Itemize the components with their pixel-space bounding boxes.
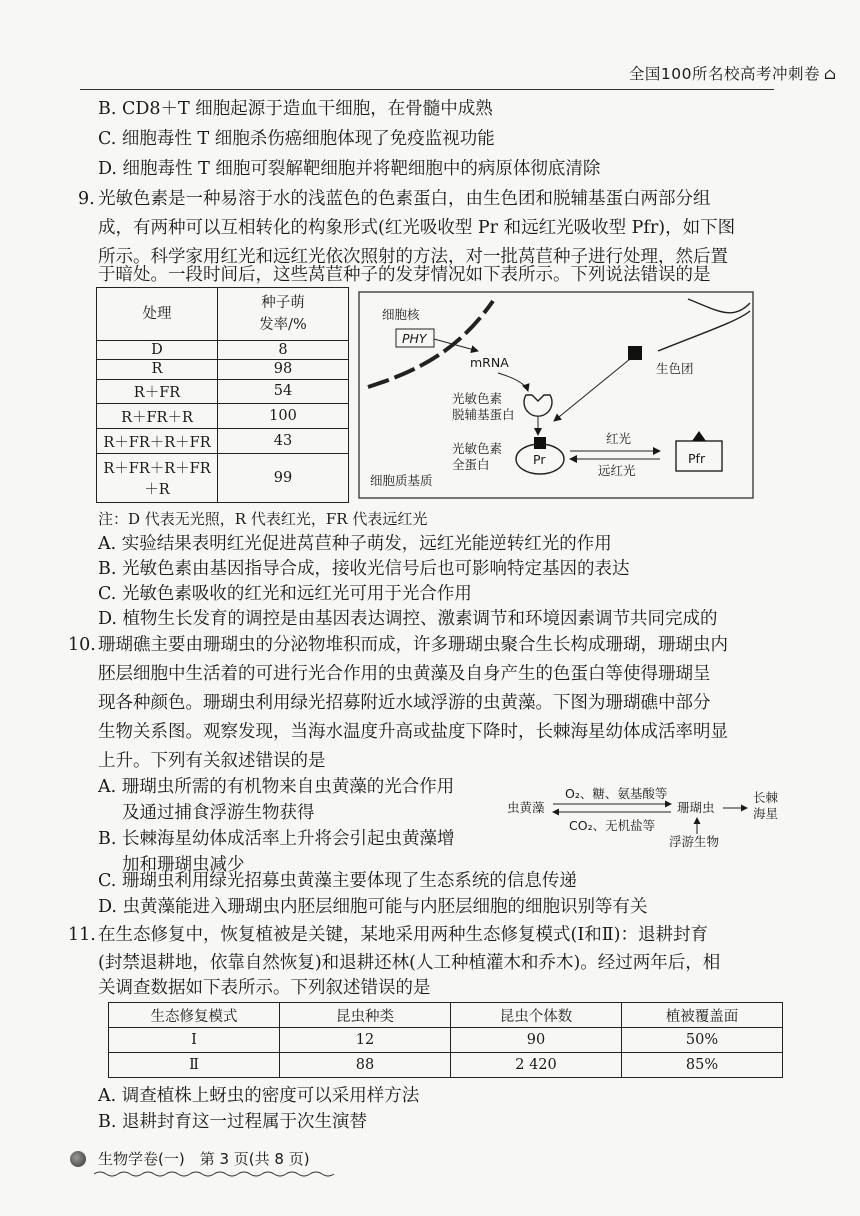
table-header-rate-line-2: 发率/%: [259, 317, 307, 333]
q9-option-d: D. 植物生长发育的调控是由基因表达调控、激素调节和环境因素调节共同完成的: [98, 609, 718, 629]
table-header: 昆虫个体数: [451, 1003, 622, 1028]
header-rule: [80, 89, 774, 90]
apoprotein-shape: [524, 395, 552, 416]
pfr-label: Pfr: [688, 451, 706, 466]
q11-stem-line-2: (封禁退耕地，依靠自然恢复)和退耕还林(人工种植灌木和乔木)。经过两年后，相: [98, 953, 721, 973]
red-light-label: 红光: [606, 431, 632, 446]
cytoplasm-label: 细胞质基质: [370, 473, 433, 488]
table-cell: 88: [280, 1053, 451, 1078]
q8-option-b: B. CD8＋T 细胞起源于造血干细胞，在骨髓中成熟: [98, 99, 493, 119]
starfish-label-2: 海星: [753, 806, 779, 821]
table-row: [97, 429, 349, 454]
translation-arrow: [498, 373, 528, 391]
q11-option-b: B. 退耕封育这一过程属于次生演替: [98, 1112, 367, 1132]
table-row: [97, 379, 349, 404]
q10-option-a-line-2: 及通过捕食浮游生物获得: [122, 803, 315, 823]
table-cell: 8: [218, 341, 349, 360]
table-cell: 54: [218, 379, 349, 404]
table-row: [109, 1053, 783, 1078]
diagram-border: [359, 292, 753, 498]
table-row: [97, 341, 349, 360]
table-cell: 99: [218, 454, 349, 503]
table-cell: R＋FR＋R＋FR＋R: [97, 454, 218, 503]
zoox-label: 虫黄藻: [507, 800, 545, 815]
q10-stem-line-3: 现各种颜色。珊瑚虫利用绿光招募附近水域浮游的虫黄藻。下图为珊瑚礁中部分: [98, 693, 711, 713]
table-cell: Ⅱ: [109, 1053, 280, 1078]
table-cell: R: [97, 360, 218, 379]
table-row: [97, 454, 349, 503]
membrane-curve: [688, 299, 750, 313]
q10-stem-line-5: 上升。下列有关叙述错误的是: [98, 751, 326, 771]
q9-stem-line-1: 光敏色素是一种易溶于水的浅蓝色的色素蛋白，由生色团和脱辅基蛋白两部分组: [98, 189, 711, 209]
table-cell: 85%: [622, 1053, 783, 1078]
table-row: [109, 1028, 783, 1053]
q10-option-a-line-1: A. 珊瑚虫所需的有机物来自虫黄藻的光合作用: [98, 777, 455, 797]
q9-option-b: B. 光敏色素由基因指导合成，接收光信号后也可影响特定基因的表达: [98, 559, 630, 579]
table-cell: 12: [280, 1028, 451, 1053]
house-icon: ⌂: [823, 64, 836, 83]
table-row: [97, 404, 349, 429]
header-banner: 全国100所名校高考冲刺卷: [628, 65, 820, 83]
table-cell: R＋FR＋R＋FR: [97, 429, 218, 454]
pr-chromophore: [534, 437, 546, 449]
table-header-treatment: 处理: [97, 288, 218, 341]
table-cell: D: [97, 341, 218, 360]
q8-option-c: C. 细胞毒性 T 细胞杀伤癌细胞体现了免疫监视功能: [98, 129, 495, 149]
chromophore-square: [628, 346, 642, 360]
phytochrome-diagram: [358, 291, 754, 499]
pr-label: Pr: [533, 452, 546, 467]
plankton-label: 浮游生物: [669, 834, 720, 849]
coral-label: 珊瑚虫: [677, 800, 715, 815]
phy-gene-label: PHY: [402, 331, 427, 346]
table-cell: 43: [218, 429, 349, 454]
q9-option-a: A. 实验结果表明红光促进莴苣种子萌发，远红光能逆转红光的作用: [98, 534, 612, 554]
q10-stem-line-4: 生物关系图。观察发现，当海水温度升高或盐度下降时，长棘海星幼体成活率明显: [98, 722, 728, 742]
top-arrow-label: O₂、糖、氨基酸等: [565, 786, 668, 801]
q10-option-d: D. 虫黄藻能进入珊瑚虫内胚层细胞可能与内胚层细胞的细胞识别等有关: [98, 897, 648, 917]
footer-circle-icon: [70, 1151, 86, 1167]
q9-option-c: C. 光敏色素吸收的红光和远红光可用于光合作用: [98, 584, 472, 604]
q10-stem-line-2: 胚层细胞中生活着的可进行光合作用的虫黄藻及自身产生的色蛋白等使得珊瑚呈: [98, 664, 711, 684]
q10-stem-line-1: 珊瑚礁主要由珊瑚虫的分泌物堆积而成，许多珊瑚虫聚合生长构成珊瑚，珊瑚虫内: [98, 635, 728, 655]
table-header: 昆虫种类: [280, 1003, 451, 1028]
q10-option-c: C. 珊瑚虫利用绿光招募虫黄藻主要体现了生态系统的信息传递: [98, 871, 577, 891]
table-header-row: [109, 1003, 783, 1028]
table-cell: 2 420: [451, 1053, 622, 1078]
pfr-chromophore: [692, 431, 706, 441]
table-cell: 90: [451, 1028, 622, 1053]
mrna-label: mRNA: [470, 355, 509, 370]
q9-stem-line-4: 于暗处。一段时间后，这些莴苣种子的发芽情况如下表所示。下列说法错误的是: [98, 265, 711, 285]
restoration-table: [108, 1002, 783, 1078]
question-number-10: 10.: [68, 635, 96, 655]
nucleus-label: 细胞核: [382, 307, 420, 322]
q10-option-b-line-2: 加和珊瑚虫减少: [122, 855, 245, 875]
table-cell: Ⅰ: [109, 1028, 280, 1053]
q11-stem-line-3: 关调查数据如下表所示。下列叙述错误的是: [98, 978, 431, 998]
q11-option-a: A. 调查植株上蚜虫的密度可以采用样方法: [98, 1086, 420, 1106]
q8-option-d: D. 细胞毒性 T 细胞可裂解靶细胞并将靶细胞中的病原体彻底清除: [98, 159, 601, 179]
chromophore-arrow: [554, 359, 630, 421]
holoprotein-label-1: 光敏色素: [452, 441, 503, 456]
footer-text: 生物学卷(一) 第 3 页(共 8 页): [98, 1150, 310, 1168]
bottom-arrow-label: CO₂、无机盐等: [569, 818, 656, 833]
farred-light-label: 远红光: [598, 463, 636, 478]
germination-table: [96, 287, 349, 503]
food-web-diagram: [505, 786, 795, 850]
q9-stem-line-2: 成，有两种可以互相转化的构象形式(红光吸收型 Pr 和远红光吸收型 Pfr)，如下图: [98, 218, 736, 238]
table-header: 植被覆盖面: [622, 1003, 783, 1028]
chromophore-label: 生色团: [656, 361, 694, 376]
table-header-rate: [218, 288, 349, 341]
apoprotein-label-2: 脱辅基蛋白: [452, 407, 515, 422]
table-cell: 98: [218, 360, 349, 379]
q11-stem-line-1: 在生态修复中，恢复植被是关键，某地采用两种生态修复模式(Ⅰ和Ⅱ)：退耕封育: [98, 925, 708, 945]
question-number-9: 9.: [78, 189, 95, 209]
starfish-label-1: 长棘: [753, 790, 779, 805]
page-footer: [70, 1148, 310, 1169]
footer-wavy-line: [94, 1170, 344, 1178]
question-number-11: 11.: [68, 925, 96, 945]
table-header: 生态修复模式: [109, 1003, 280, 1028]
table-header-rate-line-1: 种子萌: [261, 295, 305, 311]
table-row: [97, 360, 349, 379]
q10-option-b-line-1: B. 长棘海星幼体成活率上升将会引起虫黄藻增: [98, 829, 455, 849]
table-cell: 100: [218, 404, 349, 429]
membrane-curve: [658, 311, 750, 351]
table-cell: R＋FR＋R: [97, 404, 218, 429]
holoprotein-label-2: 全蛋白: [452, 457, 490, 472]
table-cell: R＋FR: [97, 379, 218, 404]
q9-stem-line-3: 所示。科学家用红光和远红光依次照射的方法，对一批莴苣种子进行处理，然后置: [98, 247, 728, 267]
table-cell: 50%: [622, 1028, 783, 1053]
apoprotein-label-1: 光敏色素: [452, 391, 503, 406]
table-note: 注：D 代表无光照，R 代表红光，FR 代表远红光: [98, 510, 428, 528]
